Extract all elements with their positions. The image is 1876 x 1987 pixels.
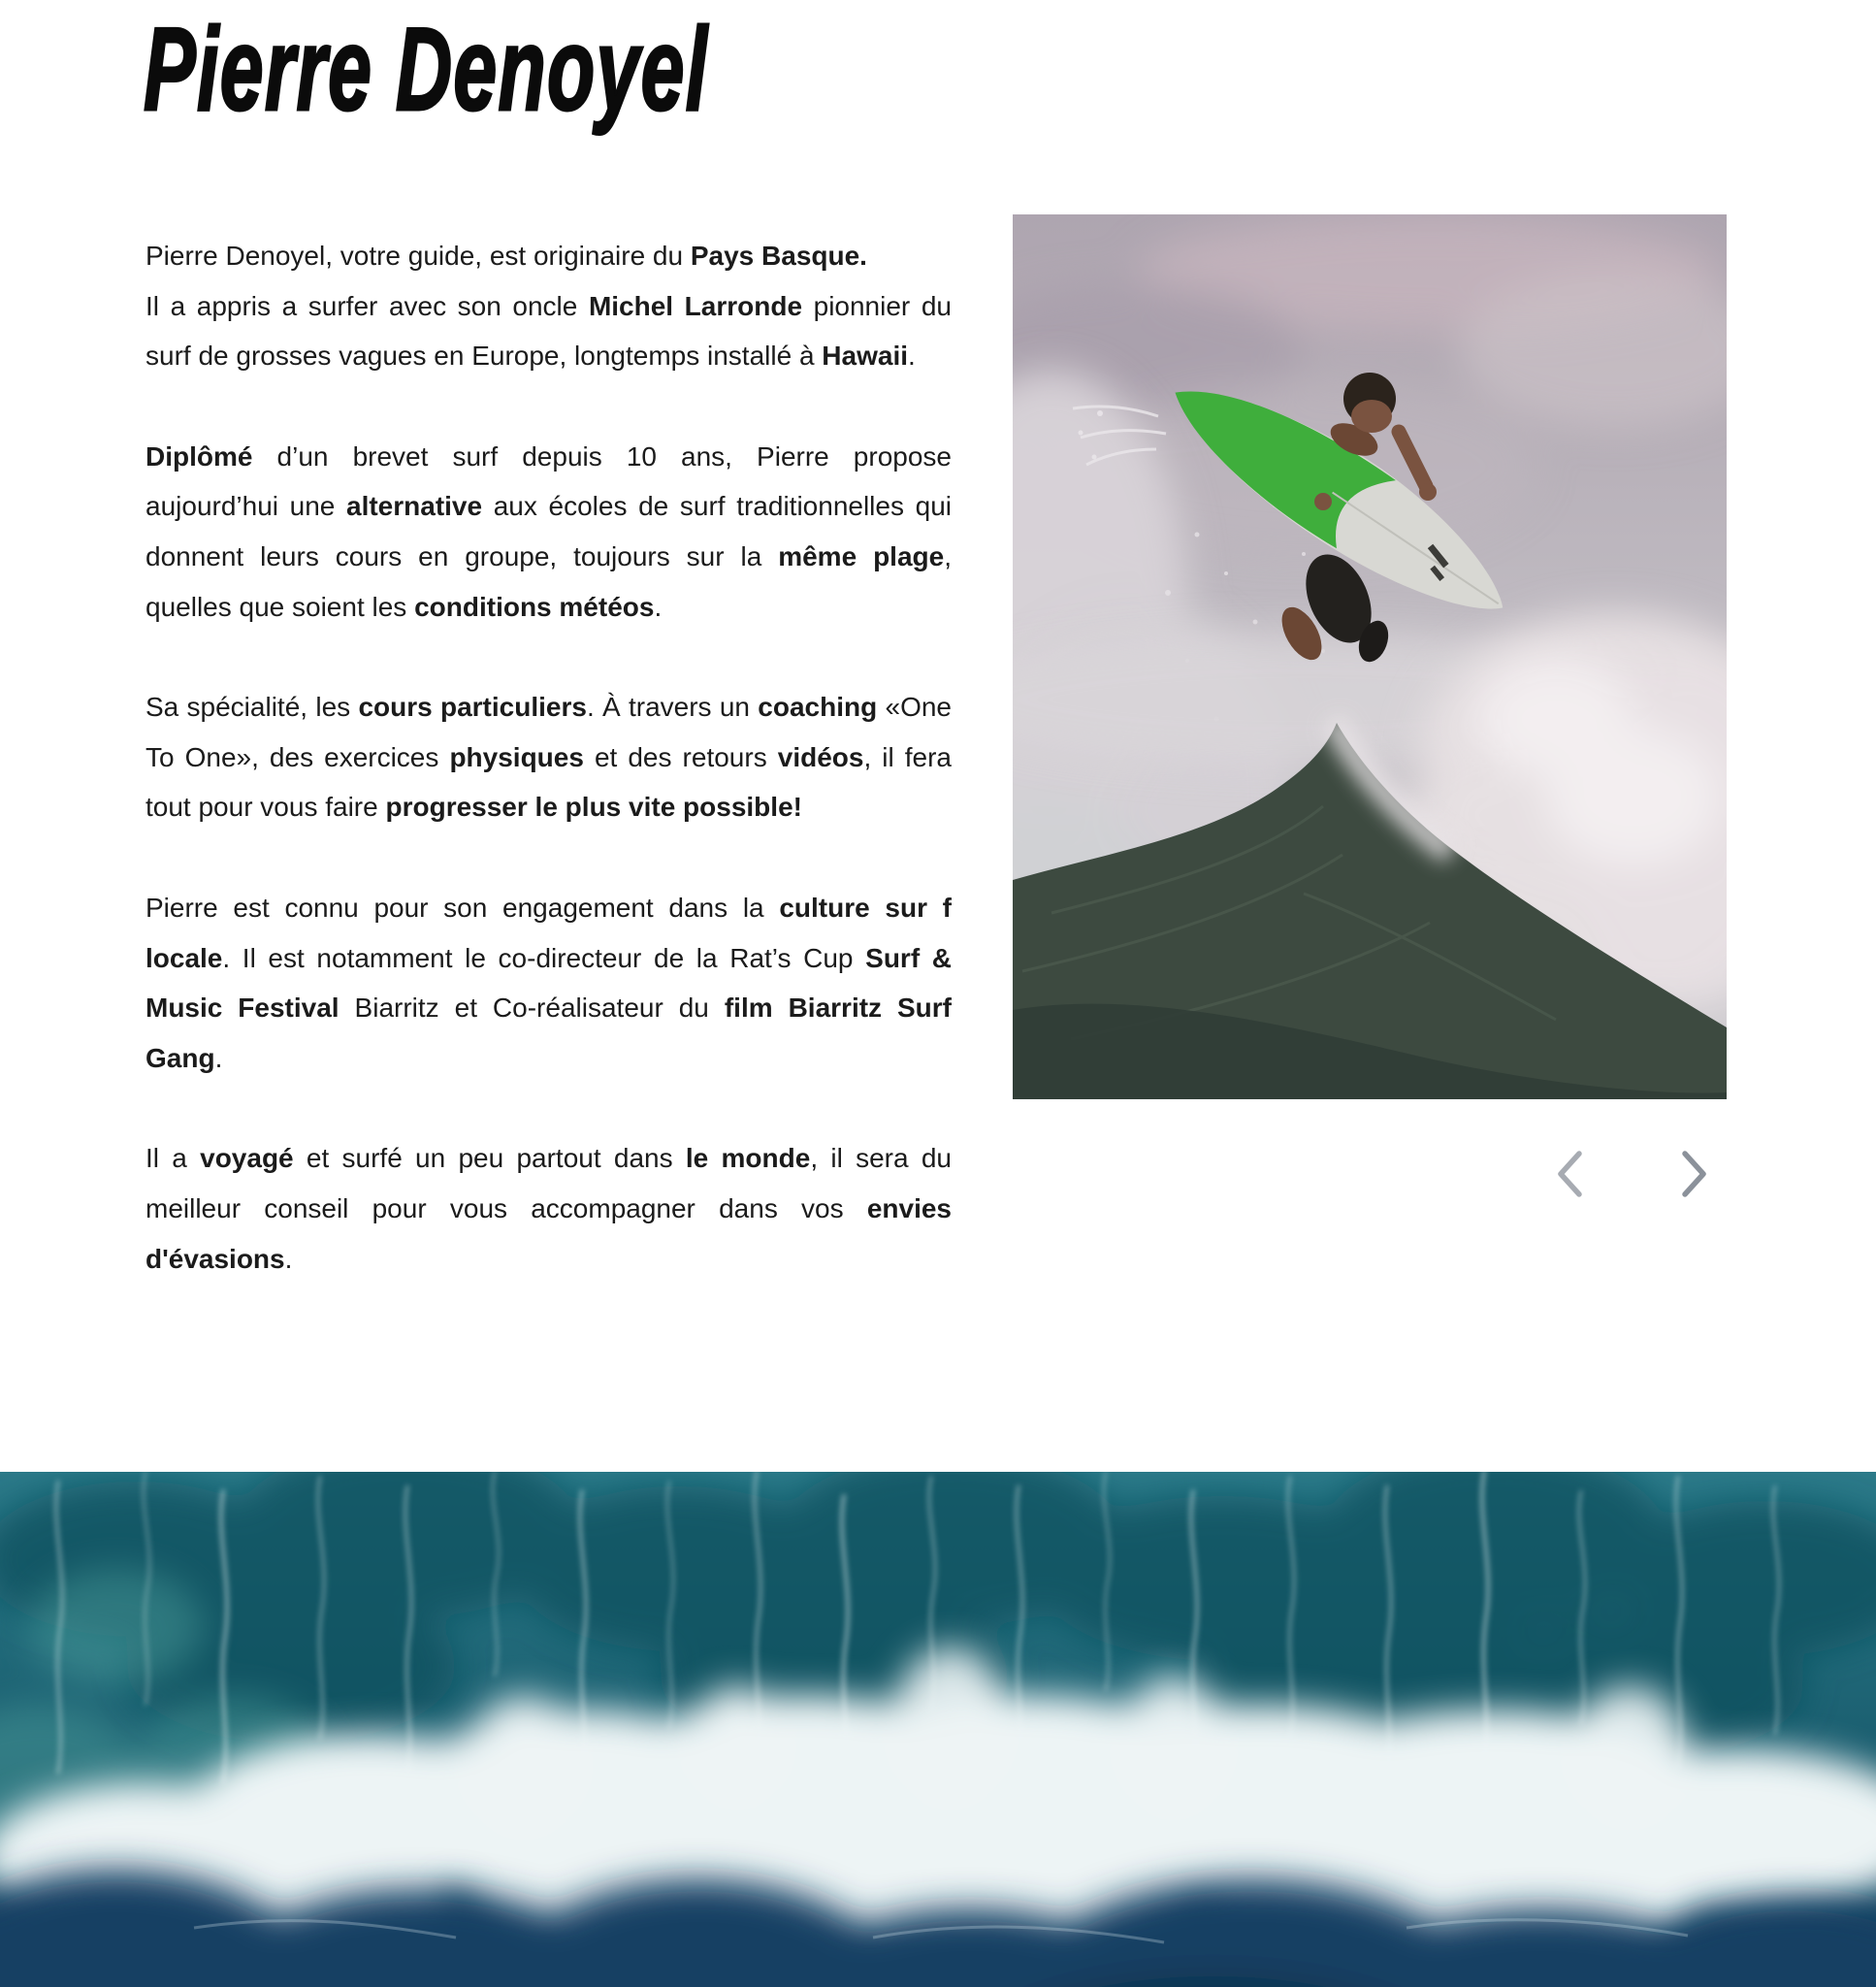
bio-paragraph: Diplômé d’un brevet surf depuis 10 ans, Pierre propose aujourd’hui une alternative aux écoles de surf traditionnelles qui donnent leurs cours en groupe, toujours sur la même plage, quelles que soient les conditions météos.	[146, 440, 952, 622]
chevron-left-stroke	[1561, 1154, 1579, 1194]
carousel-next-button[interactable]	[1667, 1147, 1722, 1201]
chevron-right-stroke	[1685, 1154, 1703, 1194]
surfer-face	[1351, 400, 1392, 433]
bio-paragraph: Pierre est connu pour son engagement dans la culture sur f locale. Il est notamment le co-directeur de la Rat’s Cup Surf & Music Festival Biarritz et Co-réalisateur du film Biarritz Surf Gang.	[146, 892, 953, 1073]
surfer-left-hand	[1314, 493, 1332, 510]
bio-paragraph: Pierre Denoyel, votre guide, est originaire du Pays Basque. Il a appris a surfer avec son oncle Michel Larronde pionnier du surf de grosses vagues en Europe, longtemps installé à Hawaii.	[146, 241, 952, 372]
bio-paragraph: Il a voyagé et surfé un peu partout dans le monde, il sera du meilleur conseil pour vous accompagner dans vos envies d'évasions.	[146, 1143, 952, 1274]
ocean-wave-banner-image	[0, 1472, 1876, 1987]
surfer-photo-illustration	[1013, 214, 1727, 1099]
carousel-prev-button[interactable]	[1542, 1147, 1597, 1201]
ocean-banner-illustration	[0, 1472, 1876, 1987]
gallery-photo-surfer	[1013, 214, 1727, 1099]
chevron-left-icon	[1550, 1147, 1589, 1201]
page-title: Pierre Denoyel	[144, 3, 709, 135]
bio-paragraph: Sa spécialité, les cours particuliers. À travers un coaching «One To One», des exercices physiques et des retours vidéos, il fera tout pour vous faire progresser le plus vite possible!	[146, 692, 953, 823]
chevron-right-icon	[1675, 1147, 1714, 1201]
bio-text-column	[146, 231, 952, 1334]
surfer-right-hand	[1419, 483, 1437, 501]
